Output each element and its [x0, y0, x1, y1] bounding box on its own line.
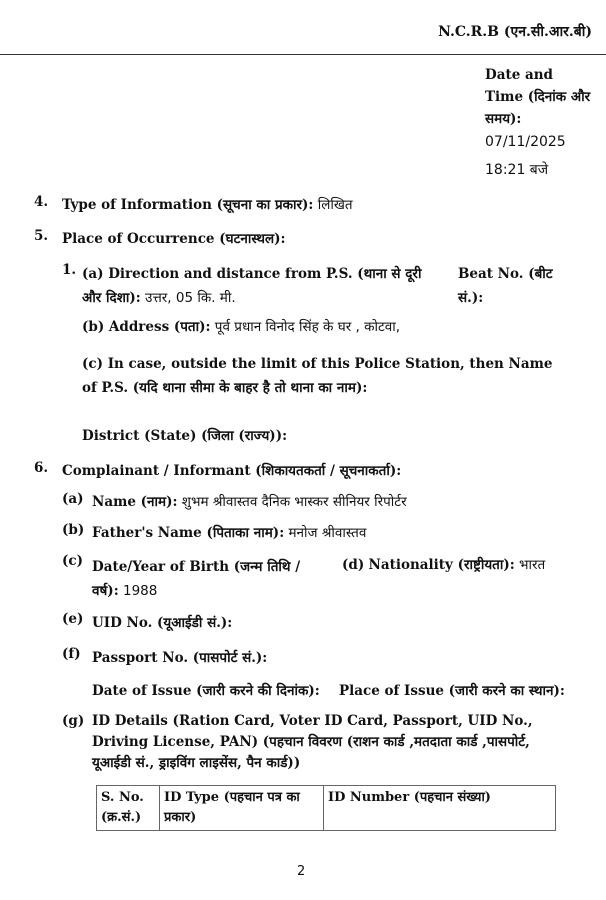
complainant-label: Complainant / Informant (शिकायतकर्ता / सूचनाकर्ता):: [62, 463, 402, 479]
address-label: (b) Address (पता):: [82, 319, 211, 335]
item-e-mark: (e): [62, 611, 84, 627]
address-value: पूर्व प्रधान विनोद सिंह के घर , कोटवा,: [214, 319, 401, 335]
table-header-sno: S. No. (क्र.सं.): [97, 786, 160, 831]
dob-value: 1988: [122, 583, 158, 599]
date-of-issue-label: Date of Issue (जारी करने की दिनांक):: [92, 683, 320, 699]
direction-distance-value: उत्तर, 05 कि. मी.: [145, 290, 236, 306]
section-6-number: 6.: [34, 460, 49, 476]
page-number: 2: [297, 864, 306, 879]
time-value: 18:21 बजे: [485, 162, 549, 178]
name-label: Name (नाम):: [92, 494, 178, 510]
nationality-row: [342, 555, 545, 576]
father-name-row: [92, 523, 366, 544]
date-value: 07/11/2025: [485, 134, 566, 150]
date-time-label: Date and Time (दिनांक और समय):: [485, 67, 591, 127]
type-of-information: [62, 195, 353, 216]
id-details-table: [96, 785, 556, 831]
table-header-id-number: ID Number (पहचान संख्या): [324, 786, 556, 831]
table-header-row: [97, 786, 556, 831]
place-of-issue-label: Place of Issue (जारी करने का स्थान):: [339, 683, 565, 699]
item-g-mark: (g): [62, 713, 85, 729]
direction-distance-label: (a) Direction and distance from P.S. (थाना से दूरी और दिशा):: [82, 266, 422, 306]
type-of-information-label: Type of Information (सूचना का प्रकार):: [62, 197, 314, 213]
sub-1-number: 1.: [62, 262, 77, 278]
type-of-information-value: लिखित: [317, 197, 353, 213]
address: [82, 317, 400, 338]
district-state-label: District (State) (जिला (राज्य)):: [82, 428, 288, 444]
header-rule: [0, 54, 606, 55]
name-value: शुभम श्रीवास्तव दैनिक भास्कर सीनियर रिपोर्टर: [181, 494, 407, 510]
beat-no-label: Beat No. (बीट सं.):: [458, 266, 553, 306]
outside-limit-label: (c) In case, outside the limit of this Police Station, then Name of P.S. (यदि थाना सीमा के बाहर है तो थाना का नाम):: [82, 356, 553, 396]
passport-label: Passport No. (पासपोर्ट सं.):: [92, 650, 268, 666]
nationality-value: भारत: [519, 557, 546, 573]
direction-distance: [82, 262, 442, 310]
ncrb-header: N.C.R.B (एन.सी.आर.बी): [438, 24, 592, 40]
item-f-mark: (f): [62, 646, 81, 662]
id-details-label: ID Details (Ration Card, Voter ID Card, Passport, UID No., Driving License, PAN) (पहचान विवरण (राशन कार्ड ,मतदाता कार्ड ,पासपोर्ट, यूआईडी सं., ड्राइविंग लाइसेंस, पैन कार्ड)): [92, 713, 533, 771]
uid-label: UID No. (यूआईडी सं.):: [92, 615, 233, 631]
father-name-value: मनोज श्रीवास्तव: [288, 525, 367, 541]
dob-label: Date/Year of Birth (जन्म तिथि / वर्ष):: [92, 559, 301, 599]
section-4-number: 4.: [34, 194, 49, 210]
nationality-label: Nationality (राष्ट्रीयता):: [368, 557, 515, 573]
name-row: [92, 492, 407, 513]
father-name-label: Father's Name (पिताका नाम):: [92, 525, 285, 541]
place-of-occurrence-label: Place of Occurrence (घटनास्थल):: [62, 231, 286, 247]
nationality-mark: (d): [342, 557, 365, 573]
table-header-id-type: ID Type (पहचान पत्र का प्रकार): [160, 786, 324, 831]
item-b-mark: (b): [62, 522, 85, 538]
item-a-mark: (a): [62, 491, 84, 507]
dob-row: [92, 555, 322, 603]
section-5-number: 5.: [34, 228, 49, 244]
item-c-mark: (c): [62, 553, 83, 569]
